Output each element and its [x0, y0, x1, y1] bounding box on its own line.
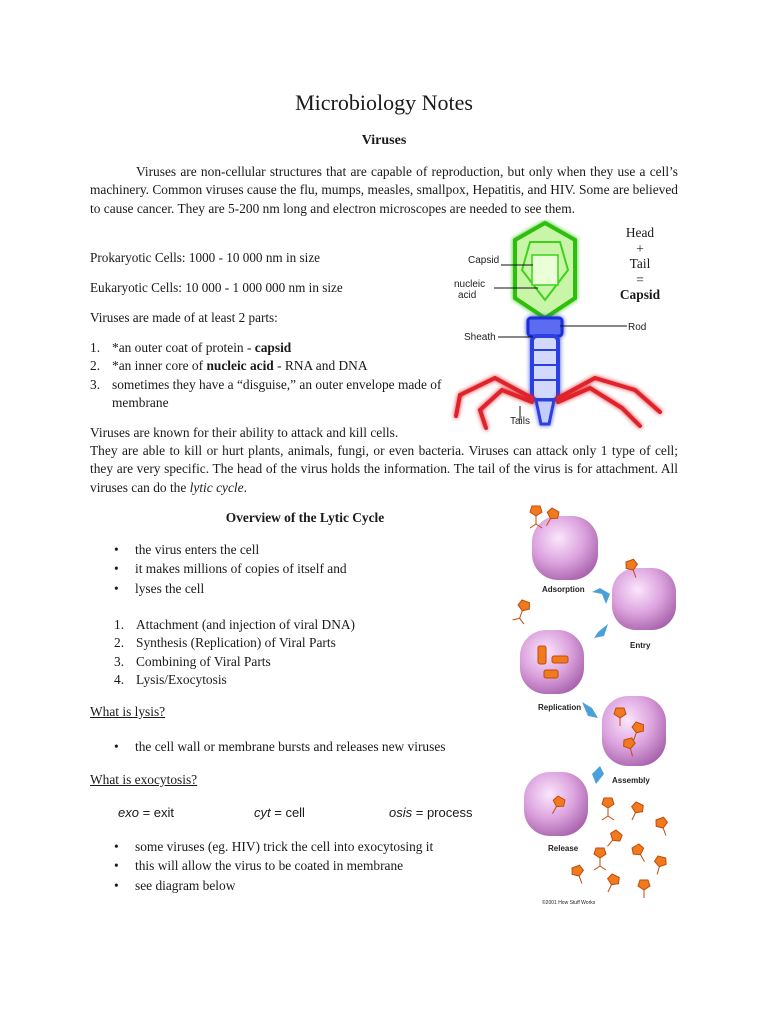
stage-replication: Replication: [538, 703, 582, 712]
label-nucleic: nucleic: [454, 279, 486, 290]
stage-adsorption: Adsorption: [542, 585, 585, 594]
cycle-arrows: [582, 588, 610, 784]
stage-release: Release: [548, 844, 579, 853]
head-tail-note: Head + Tail = Capsid: [619, 225, 661, 302]
sheath-shape: [528, 318, 562, 424]
lytic-cycle-heading: Overview of the Lytic Cycle: [225, 510, 385, 525]
intro-paragraph: Viruses are non-cellular structures that are capable of reproduction, but only when they use a cell’s machinery. Common viruses cause the flu, mumps, measles, smallpox, Hepatitis, and HIV. Some are believed to cause cancer. They are 5-200 nm long and electron microscopes are needed to see them.: [90, 164, 678, 216]
lytic-bullet-list: [114, 540, 347, 598]
lytic-cycle-diagram: [508, 496, 680, 910]
list-item: • the cell wall or membrane bursts and releases new viruses: [114, 739, 446, 754]
eukaryotic-size: Eukaryotic Cells: 10 000 - 1 000 000 nm in size: [90, 280, 343, 295]
parts-intro: Viruses are made of at least 2 parts:: [90, 310, 278, 325]
label-tails: Tails: [510, 416, 531, 427]
term-cyt: cyt = cell: [254, 805, 305, 820]
lytic-steps-list: [114, 616, 355, 690]
prokaryotic-size: Prokaryotic Cells: 1000 - 10 000 nm in size: [90, 250, 321, 265]
attack-paragraph: They are able to kill or hurt plants, animals, fungi, or even bacteria. Viruses can attack only 1 type of cell; they are very specific. The head of the virus holds the information. The tail of the virus is for attachment. All viruses can do the lytic cycle.: [90, 443, 678, 495]
term-exo: exo = exit: [118, 805, 175, 820]
stage-entry: Entry: [630, 641, 651, 650]
list-item: 3. sometimes they have a “disguise,” an outer envelope made of membrane: [90, 376, 442, 411]
lytic-cycle-illustration: [508, 496, 680, 910]
exocytosis-bullet-list: [114, 837, 433, 895]
diagram-copyright: ©2001 How Stuff Works: [542, 900, 596, 906]
virus-structure-diagram: [450, 220, 678, 438]
list-item: • this will allow the virus to be coated in membrane: [114, 858, 404, 874]
attack-line: Viruses are known for their ability to attack and kill cells.: [90, 425, 399, 440]
list-item: 4. Lysis/Exocytosis: [114, 672, 227, 688]
list-item: 1. *an outer coat of protein - capsid: [90, 340, 292, 355]
list-item: • some viruses (eg. HIV) trick the cell into exocytosing it: [114, 839, 434, 854]
list-item: • the virus enters the cell: [114, 542, 260, 557]
list-item: 2. *an inner core of nucleic acid - RNA and DNA: [90, 358, 368, 374]
list-item: • it makes millions of copies of itself and: [114, 561, 347, 577]
exocytosis-question: What is exocytosis?: [90, 772, 198, 787]
capsid-head-shape: [515, 223, 575, 318]
cell-entry: [612, 568, 676, 630]
virus-parts-list: [90, 339, 450, 413]
list-item: • lyses the cell: [114, 580, 205, 596]
stage-assembly: Assembly: [612, 776, 650, 785]
label-capsid: Capsid: [468, 255, 500, 266]
page-title: Microbiology Notes: [295, 90, 473, 115]
lysis-question: What is lysis?: [90, 704, 166, 719]
list-item: 2. Synthesis (Replication) of Viral Parts: [114, 635, 336, 651]
cell-adsorption: [532, 516, 598, 580]
label-acid: acid: [458, 290, 477, 301]
list-item: • see diagram below: [114, 877, 236, 893]
label-rod: Rod: [628, 322, 647, 333]
lysis-bullet-list: [114, 737, 445, 756]
label-sheath: Sheath: [464, 332, 496, 343]
list-item: 1. Attachment (and injection of viral DNA): [114, 617, 356, 632]
list-item: 3. Combining of Viral Parts: [114, 653, 271, 669]
section-subtitle: Viruses: [361, 133, 407, 148]
cell-assembly: [602, 696, 666, 766]
term-osis: osis = process: [389, 805, 473, 820]
